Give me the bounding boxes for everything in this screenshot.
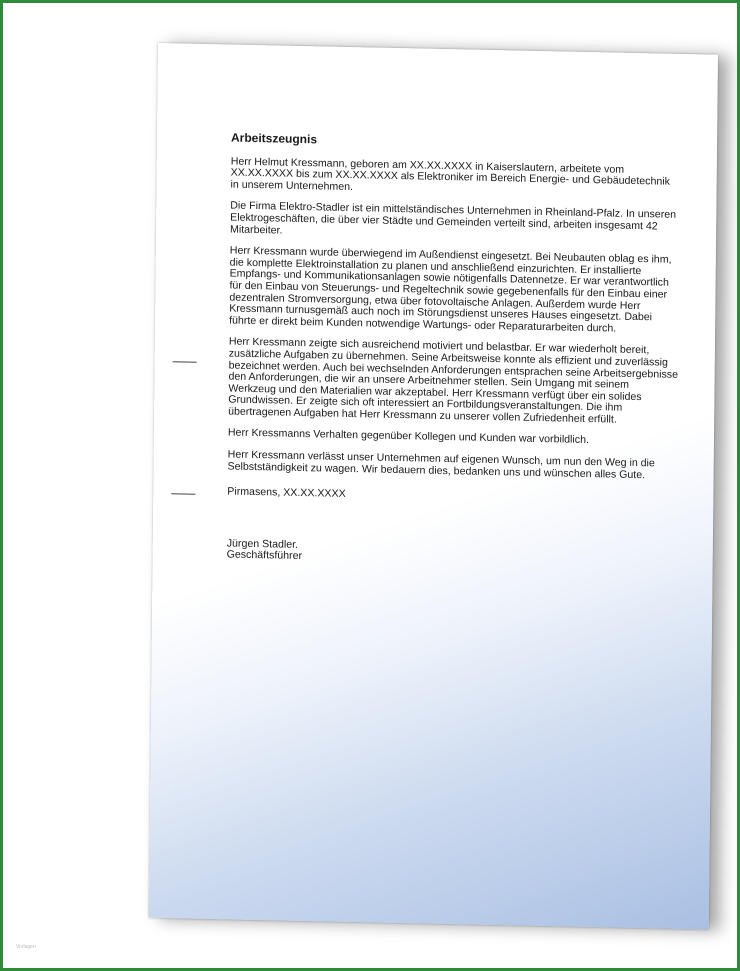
place-date: Pirmasens, XX.XX.XXXX (227, 485, 346, 501)
paragraph-closing: Herr Kressmann verlässt unser Unternehmen auf eigenen Wunsch, um nun den Weg in die Selbstständigkeit zu wagen. Wir bedauern dies, bedanken uns und wünschen alles Gute. (227, 448, 655, 481)
paragraph-intro: Herr Helmut Kressmann, geboren am XX.XX.XXXX in Kaiserslautern, arbeitete vom XX.XX.XXXX bis zum XX.XX.XXXX als Elektroniker im Bereich Energie- und Gebäudetechnik in unserem Unternehmen. (230, 155, 670, 193)
paragraph-company: Die Firma Elektro-Stadler ist ein mittelständisches Unternehmen in Rheinland-Pfalz. In unseren Elektrogeschäften, die über vier Städte und Gemeinden verteilt sind, arbeiten insgesamt 42 Mitarbeiter. (230, 199, 677, 237)
punch-mark (171, 493, 195, 495)
paragraph-performance: Herr Kressmann zeigte sich ausreichend motiviert und belastbar. Er war wiederholt bereit, zusätzliche Aufgaben zu übernehmen. Seine Arbeitsweise konnte als effizient und zuverlässig bezeichnet werden. Auch bei wechselnden Anforderungen entsprachen seine Arbeitsergebnisse den Anforderungen, die wir an unsere Arbeitnehmer stellen. Sein Umgang mit seinem Werkzeug und den Materialien war akzeptabel. Herr Kressmann verfügt über ein solides Grundwissen. Er zeigte sich oft interessiert an Fortbildungsveranstaltungen. Die ihm übertragenen Aufgaben hat Herr Kressmann zu unserer vollen Zufriedenheit erfüllt. (228, 335, 679, 426)
document-title: Arbeitszeugnis (230, 130, 318, 147)
paragraph-conduct: Herr Kressmanns Verhalten gegenüber Kollegen und Kunden war vorbildlich. (227, 426, 589, 447)
signature-name: Jürgen Stadler. (226, 537, 299, 551)
signature-role: Geschäftsführer (226, 548, 303, 563)
document-page (149, 43, 718, 930)
fold-mark (173, 361, 197, 363)
document-body (226, 130, 681, 571)
footer-label: Vorlagen (16, 944, 36, 950)
paragraph-duties: Herr Kressmann wurde überwiegend im Außendienst eingesetzt. Bei Neubauten oblag es ihm, die komplette Elektroinstallation zu planen und anschließend einzurichten. Er installierte Empfangs- und Kommunikationsanlagen sowie nötigenfalls Datennetze. Er war verantwortlich für den Einbau von Steuerungs- und Regeltechnik sowie gegebenenfalls für den Einbau einer dezentralen Stromversorgung, etwa über fotovoltaische Anlagen. Außerdem wurde Herr Kressmann turnusgemäß auch noch im Störungsdienst unseres Hauses eingesetzt. Dabei führte er direkt beim Kunden notwendige Wartungs- oder Reparaturarbeiten durch. (229, 244, 672, 335)
